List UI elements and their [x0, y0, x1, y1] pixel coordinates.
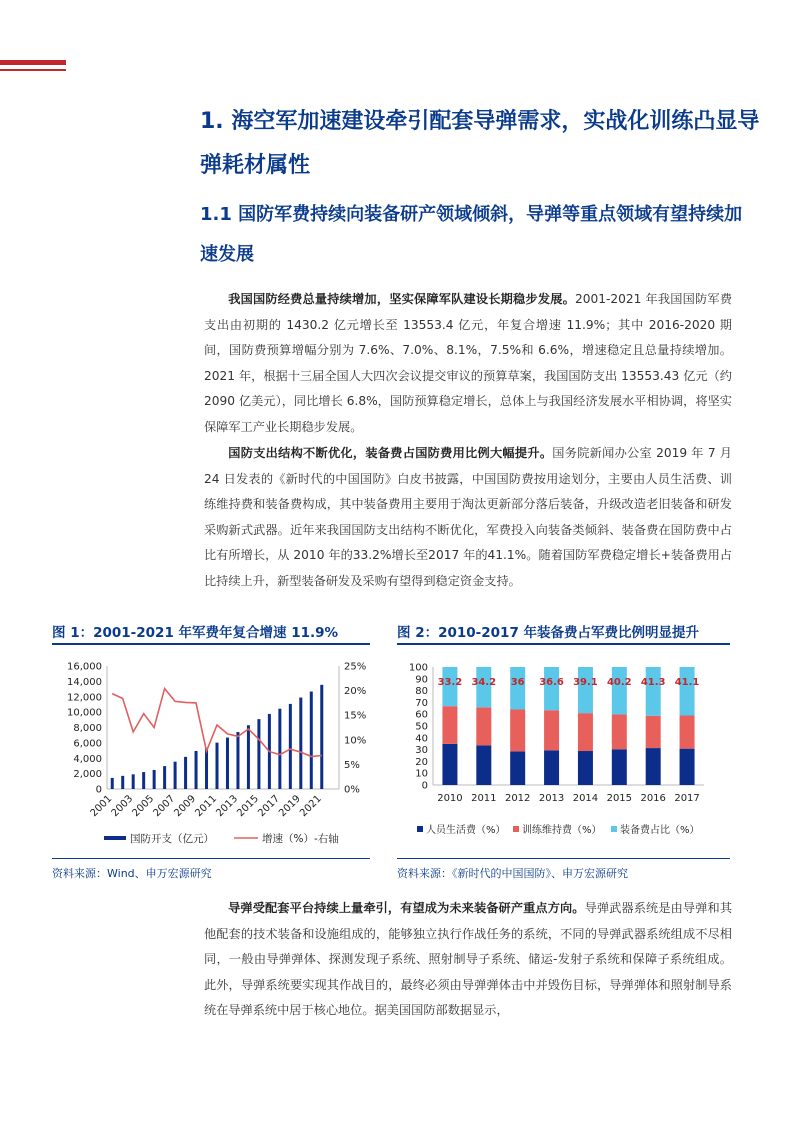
x-tick-label: 2014 — [572, 793, 599, 804]
data-label-equipment-share: 36 — [510, 677, 525, 688]
x-tick-label: 2012 — [504, 793, 531, 804]
figure2-source: 资料来源：《新时代的中国国防》、申万宏源研究 — [397, 867, 628, 880]
figure2-bottom-rule — [397, 858, 730, 859]
bar-defense-spending — [195, 751, 198, 789]
x-tick-label: 2016 — [640, 793, 666, 804]
x-tick-label: 2005 — [130, 793, 157, 820]
y-tick-label: 70 — [415, 697, 428, 709]
stacked-bar-segment — [578, 713, 593, 751]
x-tick-label: 2009 — [172, 793, 199, 820]
y-tick-label: 0 — [421, 780, 428, 792]
stacked-bar-segment — [646, 716, 661, 748]
stacked-bar-segment — [510, 667, 525, 709]
bar-defense-spending — [142, 772, 145, 789]
stacked-bar-segment — [578, 751, 593, 785]
y-right-tick-label: 20% — [344, 686, 367, 698]
stacked-bar-segment — [680, 715, 695, 748]
paragraph-lead: 国防支出结构不断优化，装备费占国防费用比例大幅提升。 — [228, 446, 553, 460]
stacked-bar-segment — [544, 750, 559, 785]
stacked-bar-segment — [612, 714, 627, 749]
legend-swatch — [611, 826, 617, 832]
bar-defense-spending — [257, 719, 260, 789]
stacked-bar-segment — [612, 667, 627, 714]
stacked-bar-segment — [646, 667, 661, 716]
stacked-bar-segment — [680, 667, 695, 715]
stacked-bar-segment — [510, 709, 525, 751]
x-tick-label: 2011 — [193, 793, 220, 820]
stacked-bar-segment — [612, 749, 627, 785]
x-tick-label: 2010 — [437, 793, 463, 804]
bar-defense-spending — [205, 748, 208, 789]
y-left-tick-label: 0 — [95, 784, 102, 796]
y-right-tick-label: 5% — [344, 759, 360, 771]
paragraph-expenditure-structure — [204, 441, 732, 594]
bar-defense-spending — [163, 766, 166, 789]
figure1-chart — [52, 650, 370, 855]
paragraph-defense-budget — [204, 287, 732, 440]
x-tick-label: 2013 — [214, 793, 241, 820]
x-tick-label: 2007 — [151, 793, 178, 820]
y-tick-label: 90 — [415, 674, 428, 686]
figure1-bottom-rule — [52, 858, 370, 859]
stacked-bar-segment — [544, 667, 559, 710]
x-tick-label: 2013 — [538, 793, 565, 804]
bar-defense-spending — [184, 757, 187, 789]
y-tick-label: 20 — [415, 756, 428, 768]
bar-defense-spending — [226, 738, 229, 789]
stacked-bar-segment — [544, 710, 559, 750]
paragraph-body: 导弹武器系统是由导弹和其他配套的技术装备和设施组成的，能够独立执行作战任务的系统，不同的导弹武器系统组成不尽相同，一般由导弹弹体、探测发现子系统、照射制导子系统、储运-发射子系统和保障子系统组成。此外，导弹系统要实现其作战目的，最终必须由导弹弹体击中并毁伤目标，导弹弹体和照射制导系统在导弹系统中居于核心地位。据美国国防部数据显示， — [204, 901, 733, 1017]
figure1-top-rule — [52, 643, 370, 645]
y-right-tick-label: 10% — [344, 735, 367, 747]
y-tick-label: 30 — [415, 745, 428, 757]
y-tick-label: 50 — [415, 721, 428, 733]
bar-defense-spending — [121, 776, 124, 789]
legend-label: 装备费占比（%） — [620, 825, 700, 836]
legend-swatch-spending — [104, 836, 126, 840]
stacked-bar-segment — [442, 744, 457, 785]
figure2-chart — [397, 650, 730, 855]
x-tick-label: 2015 — [235, 793, 262, 820]
data-label-equipment-share: 36.6 — [539, 677, 564, 688]
bar-defense-spending — [320, 685, 323, 789]
x-tick-label: 2017 — [256, 793, 282, 820]
section-heading: 1. 海空军加速建设牵引配套导弹需求，实战化训练凸显导弹耗材属性 — [200, 109, 760, 178]
bar-defense-spending — [216, 743, 219, 789]
stacked-bar-segment — [510, 751, 525, 785]
bar-defense-spending — [132, 774, 135, 789]
stacked-bar-segment — [476, 707, 491, 745]
bar-defense-spending — [153, 770, 156, 789]
data-label-equipment-share: 40.2 — [606, 677, 632, 688]
y-left-tick-label: 2,000 — [73, 769, 102, 781]
x-tick-label: 2019 — [277, 793, 303, 820]
legend-label: 人员生活费（%） — [426, 825, 506, 836]
data-label-equipment-share: 41.3 — [640, 677, 666, 688]
legend-label-growth: 增速（%）-右轴 — [262, 833, 339, 845]
legend-label-spending: 国防开支（亿元） — [130, 833, 214, 845]
x-tick-label: 2015 — [606, 793, 633, 804]
legend-swatch — [513, 826, 519, 832]
figure1-title: 图 1：2001-2021 年军费年复合增速 11.9% — [52, 625, 339, 641]
data-label-equipment-share: 33.2 — [437, 677, 463, 688]
stacked-bar-segment — [578, 667, 593, 713]
paragraph-body: 国务院新闻办公室 2019 年 7 月 24 日发表的《新时代的中国国防》白皮书披露，中国国防费按用途划分，主要由人员生活费、训练维持费和装备费构成，其中装备费用主要用于淘汰更新部分落后装备，升级改造老旧装备和研发采购新式武器。近年来我国国防支出结构不断优化，军费投入向装备类倾斜、装备费在国防费中占比有所增长，从 2010 年的33.2%增长至2017 年的41.1%。随着国防军费稳定增长+装备费用占比持续上升，新型装备研发及采购有望得到稳定资金支持。 — [204, 446, 732, 588]
stacked-bar-segment — [442, 706, 457, 744]
x-tick-label: 2003 — [109, 793, 136, 820]
y-left-tick-label: 6,000 — [73, 738, 102, 750]
paragraph-missile-demand — [204, 896, 732, 1024]
figure1-source: 资料来源：Wind、申万宏源研究 — [52, 867, 212, 880]
x-tick-label: 2001 — [88, 793, 115, 820]
bar-defense-spending — [278, 709, 281, 789]
x-tick-label: 2017 — [674, 793, 700, 804]
y-left-tick-label: 10,000 — [67, 707, 102, 719]
y-right-tick-label: 15% — [344, 710, 367, 722]
y-left-tick-label: 14,000 — [67, 676, 102, 688]
paragraph-body: 2001-2021 年我国国防军费支出由初期的 1430.2 亿元增长至 13553.4 亿元，年复合增速 11.9%；其中 2016-2020 期间，国防费预算增幅分别为 7.6%、7.0%、8.1%，7.5%和 6.6%，增速稳定且总量持续增加。2021 年，根据十三届全国人大四次会议提交审议的预算草案，我国国防支出 13553.43 亿元（约 2090 亿美元），同比增长 6.8%，国防预算稳定增长，总体上与我国经济发展水平相协调，将坚实保障军工产业长期稳步发展。 — [204, 292, 733, 434]
y-tick-label: 60 — [415, 709, 428, 721]
bar-defense-spending — [289, 704, 292, 789]
stacked-bar-segment — [646, 748, 661, 785]
x-tick-label: 2021 — [298, 793, 324, 820]
subsection-heading: 1.1 国防军费持续向装备研产领域倾斜，导弹等重点领域有望持续加速发展 — [200, 204, 743, 265]
stacked-bar-segment — [680, 749, 695, 785]
data-label-equipment-share: 41.1 — [674, 677, 700, 688]
bar-defense-spending — [247, 725, 250, 789]
legend-label: 训练维持费（%） — [522, 825, 602, 836]
bar-defense-spending — [236, 732, 239, 789]
bar-defense-spending — [310, 692, 313, 789]
bar-defense-spending — [299, 698, 302, 789]
y-tick-label: 80 — [415, 686, 428, 698]
y-tick-label: 10 — [415, 768, 428, 780]
y-right-tick-label: 25% — [344, 661, 367, 673]
figure2-top-rule — [397, 643, 730, 645]
data-label-equipment-share: 39.1 — [573, 677, 598, 688]
y-left-tick-label: 12,000 — [67, 692, 102, 704]
figure2-title: 图 2：2010-2017 年装备费占军费比例明显提升 — [397, 625, 700, 641]
bar-defense-spending — [111, 778, 114, 789]
paragraph-lead: 导弹受配套平台持续上量牵引，有望成为未来装备研产重点方向。 — [228, 901, 585, 915]
y-left-tick-label: 8,000 — [73, 723, 102, 734]
y-tick-label: 100 — [408, 662, 428, 674]
y-left-tick-label: 16,000 — [67, 661, 102, 673]
bar-defense-spending — [174, 762, 177, 789]
y-left-tick-label: 4,000 — [73, 753, 102, 765]
paragraph-lead: 我国国防经费总量持续增加，坚实保障军队建设长期稳步发展。 — [228, 292, 575, 306]
header-accent-bar — [0, 60, 66, 65]
y-tick-label: 40 — [415, 733, 428, 745]
legend-swatch — [417, 826, 423, 832]
y-right-tick-label: 0% — [344, 784, 360, 796]
x-tick-label: 2011 — [471, 793, 497, 804]
header-accent-line — [0, 69, 66, 71]
stacked-bar-segment — [476, 745, 491, 785]
data-label-equipment-share: 34.2 — [471, 677, 497, 688]
